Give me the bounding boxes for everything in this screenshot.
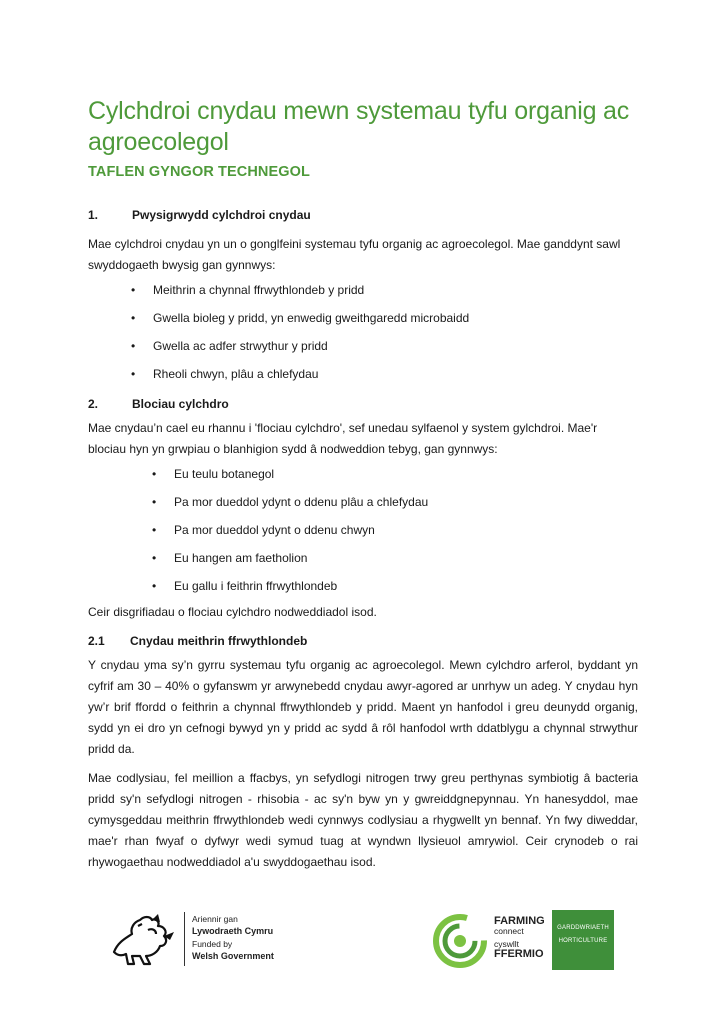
hort-line: GARDDWRIAETH bbox=[557, 925, 609, 931]
list-item bbox=[131, 338, 638, 354]
section-1-intro: Mae cylchdroi cnydau yn un o gonglfeini systemau tyfu organig ac agroecolegol. Mae ganddynt sawl swyddogaeth bwysig gan gynnwys: bbox=[88, 237, 621, 272]
horticulture-badge bbox=[552, 910, 614, 970]
wg-line: Funded by bbox=[192, 939, 233, 949]
list-item bbox=[131, 310, 638, 326]
fc-line: connect bbox=[494, 926, 524, 936]
section-2-1-paragraph-1: Y cnydau yma sy’n gyrru systemau tyfu organig ac agroecolegol. Mewn cylchdro arferol, byddant yn cyfrif am 30 – 40% o gyfanswm yr arwynebedd cnydau awyr-agored ar unrhyw un adeg. Y cnydau hyn yw’r brif ffordd o feithrin a chynnal ffrwythlondeb y pridd. Maent yn hanfodol i greu deunydd organig, sydd yn ei dro yn cefnogi bywyd yn y pridd ac sydd â rôl hanfodol wrth ddatblygu a chynnal strwythur pridd da. bbox=[88, 658, 638, 756]
section-2-intro: Mae cnydau’n cael eu rhannu i 'flociau cylchdro', sef unedau sylfaenol y system gylchdroi. Mae'r blociau hyn yn grwpiau o blanhigion sydd â nodweddion tebyg, gan gynnwys: bbox=[88, 421, 598, 456]
welsh-dragon-icon bbox=[108, 912, 180, 968]
page-title: Cylchdroi cnydau mewn systemau tyfu organig ac agroecolegol bbox=[88, 97, 630, 156]
list-item bbox=[131, 366, 638, 382]
section-2-bullet-list bbox=[88, 466, 638, 594]
wg-line: Ariennir gan bbox=[192, 914, 238, 924]
section-title: Pwysigrwydd cylchdroi cnydau bbox=[132, 208, 311, 222]
list-item-text: Eu gallu i feithrin ffrwythlondeb bbox=[174, 579, 338, 593]
section-2-heading bbox=[88, 396, 638, 412]
list-item bbox=[152, 522, 638, 538]
section-1-bullet-list bbox=[88, 282, 638, 382]
section-1-heading bbox=[88, 207, 638, 223]
wg-line: Welsh Government bbox=[192, 950, 274, 961]
section-title: Cnydau meithrin ffrwythlondeb bbox=[130, 634, 308, 648]
list-item-text: Pa mor dueddol ydynt o ddenu plâu a chlefydau bbox=[174, 495, 429, 509]
welsh-government-logo-text bbox=[192, 914, 274, 962]
farming-connect-logo-text bbox=[494, 916, 545, 959]
list-item bbox=[152, 466, 638, 482]
bullet-icon: • bbox=[131, 367, 136, 381]
list-item-text: Eu hangen am faetholion bbox=[174, 551, 308, 565]
section-title: Blociau cylchdro bbox=[132, 397, 229, 411]
logo-divider bbox=[184, 912, 185, 966]
bullet-icon: • bbox=[131, 311, 136, 325]
document-page bbox=[88, 96, 638, 873]
farming-connect-swirl-icon bbox=[430, 912, 490, 970]
list-item-text: Meithrin a chynnal ffrwythlondeb y pridd bbox=[153, 283, 365, 297]
list-item-text: Rheoli chwyn, plâu a chlefydau bbox=[153, 367, 319, 381]
bullet-icon: • bbox=[131, 283, 136, 297]
list-item bbox=[152, 578, 638, 594]
list-item-text: Eu teulu botanegol bbox=[174, 467, 275, 481]
fc-line: FARMING bbox=[494, 915, 545, 927]
list-item bbox=[152, 494, 638, 510]
list-item bbox=[131, 282, 638, 298]
footer-logos bbox=[0, 900, 724, 980]
list-item bbox=[152, 550, 638, 566]
bullet-icon: • bbox=[152, 579, 157, 593]
list-item-text: Gwella ac adfer strwythur y pridd bbox=[153, 339, 328, 353]
wg-line: Lywodraeth Cymru bbox=[192, 925, 274, 936]
bullet-icon: • bbox=[152, 495, 157, 509]
section-number: 2. bbox=[88, 397, 99, 411]
fc-line: cyswllt bbox=[494, 939, 520, 949]
section-2-outro: Ceir disgrifiadau o flociau cylchdro nodweddiadol isod. bbox=[88, 605, 377, 619]
bullet-icon: • bbox=[131, 339, 136, 353]
page-subtitle: TAFLEN GYNGOR TECHNEGOL bbox=[88, 164, 310, 180]
bullet-icon: • bbox=[152, 551, 157, 565]
fc-line: FFERMIO bbox=[494, 948, 544, 960]
bullet-icon: • bbox=[152, 467, 157, 481]
hort-line: HORTICULTURE bbox=[558, 938, 608, 944]
section-number: 1. bbox=[88, 208, 99, 222]
bullet-icon: • bbox=[152, 523, 157, 537]
list-item-text: Pa mor dueddol ydynt o ddenu chwyn bbox=[174, 523, 375, 537]
section-2-1-paragraph-2: Mae codlysiau, fel meillion a ffacbys, yn sefydlogi nitrogen trwy greu perthynas symbiotig â bacteria pridd sy'n sefydlogi nitrogen - rhisobia - ac sy'n byw yn y gwreiddgnepynnau. Yn hanesyddol, mae cymysgeddau meithrin ffrwythlondeb wedi cynnwys codlysiau a rhygwellt yn bennaf. Yn fwy diweddar, mae'r rhan fwyaf o dyfwyr wedi symud tuag at wyndwn llysieuol amrywiol. Ceir crynodeb o rai rhywogaethau nodweddiadol a'u swyddogaethau isod. bbox=[88, 771, 638, 869]
section-2-1-heading bbox=[88, 633, 638, 649]
list-item-text: Gwella bioleg y pridd, yn enwedig gweithgaredd microbaidd bbox=[153, 311, 470, 325]
section-number: 2.1 bbox=[88, 634, 105, 648]
